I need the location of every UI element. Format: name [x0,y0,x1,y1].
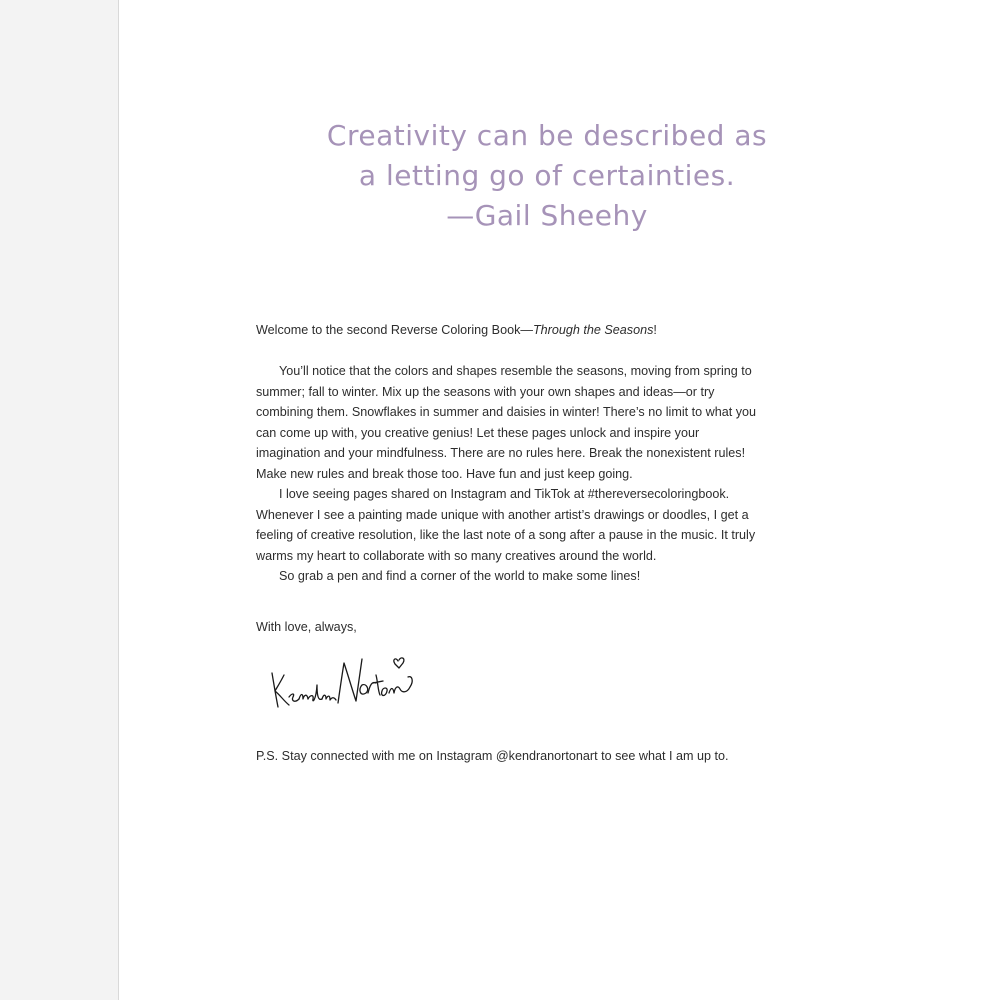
letter-paragraph-3: So grab a pen and find a corner of the world to make some lines! [279,569,641,583]
letter-paragraph-1: You’ll notice that the colors and shapes resemble the seasons, moving from spring to summer; fall to winter. Mix up the seasons with your own shapes and ideas—or try combining them. Snowflakes in summer and daisies in winter! There’s no limit to what you can come up with, you creative genius! Let these pages unlock and inspire your imagination and your mindfulness. There are no rules here. Break the nonexistent rules! Make new rules and break those too. Have fun and just keep going. [256,364,757,481]
greeting-suffix: ! [653,323,657,337]
quote-attribution: —Gail Sheehy [446,199,648,232]
quote-line-1: Creativity can be described as [326,119,768,152]
intro-letter [256,320,761,637]
book-title: Through the Seasons [532,323,654,337]
quote-line-2: a letting go of certainties. [358,159,736,192]
letter-greeting [256,320,761,341]
epigraph-quote [1,116,1000,236]
greeting-prefix: Welcome to the second Reverse Coloring Book— [256,323,533,337]
letter-closing: With love, always, [256,619,357,634]
letter-paragraph-2: I love seeing pages shared on Instagram and TikTok at #thereversecoloringbook. Whenever I see a painting made unique with another artist’s drawings or doodles, I get a feeling of creative resolution, like the last note of a song after a pause in the music. It truly warms my heart to collaborate with so many creatives around the world. [256,487,756,563]
postscript: P.S. Stay connected with me on Instagram @kendranortonart to see what I am up to. [256,749,729,763]
handwritten-signature [262,645,422,720]
